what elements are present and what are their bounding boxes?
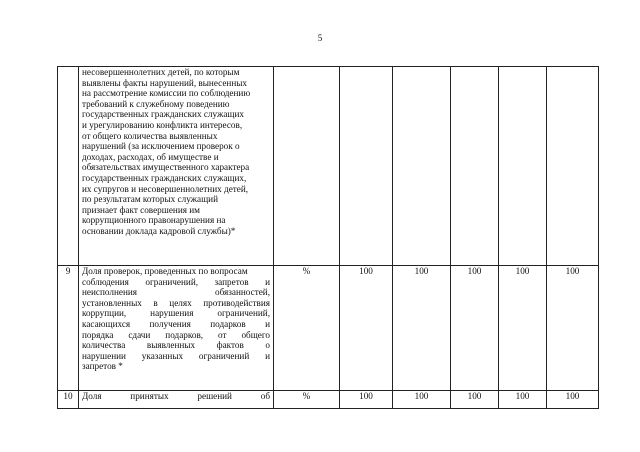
- value-cell: 100: [451, 266, 499, 391]
- text-line: выявлены факты нарушений, вынесенных: [82, 77, 248, 88]
- text-line: на рассмотрение комиссии по соблюдению: [82, 88, 251, 99]
- text-line: и урегулированию конфликта интересов,: [82, 119, 243, 130]
- text-line: их супругов и несовершеннолетних детей,: [82, 183, 249, 194]
- text-line: Доля принятых решений об: [82, 391, 270, 401]
- text-line: касающихся получения подарков и: [82, 318, 270, 329]
- text-line: доходах, расходах, об имуществе и: [82, 151, 219, 162]
- text-line: установленных в целях противодействия: [82, 297, 270, 308]
- text-line: признает факт совершения им: [82, 204, 200, 215]
- text-line: требований к служебному поведению: [82, 98, 230, 109]
- value-cell: 100: [393, 266, 451, 391]
- value-cell: 100: [340, 391, 393, 409]
- unit-cell: [274, 67, 340, 266]
- value-cell: 100: [340, 266, 393, 391]
- text-line: обязательствах имущественного характера: [82, 162, 250, 173]
- text-line: неисполнения обязанностей,: [82, 287, 270, 298]
- row-number: [58, 67, 79, 266]
- value-cell: 100: [393, 391, 451, 409]
- row-number: 10: [58, 391, 79, 409]
- value-cell: [340, 67, 393, 266]
- value-cell: 100: [451, 391, 499, 409]
- row-number: 9: [58, 266, 79, 391]
- text-line: соблюдения ограничений, запретов и: [82, 276, 270, 287]
- value-cell: [451, 67, 499, 266]
- text-line: основании доклада кадровой службы)*: [82, 225, 236, 236]
- table-row: [58, 266, 599, 391]
- table-row: [58, 391, 599, 409]
- text-line: количества выявленных фактов о: [82, 340, 270, 351]
- value-cell: [499, 67, 547, 266]
- unit-cell: %: [274, 391, 340, 409]
- indicators-table: [57, 66, 599, 409]
- indicator-text: [79, 391, 274, 409]
- value-cell: [393, 67, 451, 266]
- table-row: [58, 67, 599, 266]
- value-cell: [547, 67, 599, 266]
- value-cell: 100: [499, 391, 547, 409]
- page-number: 5: [317, 33, 323, 43]
- value-cell: 100: [499, 266, 547, 391]
- text-line: государственных гражданских служащих,: [82, 172, 247, 183]
- indicator-text: [79, 67, 274, 266]
- text-line: от общего количества выявленных: [82, 130, 218, 141]
- text-line: нарушении указанных ограничений и: [82, 350, 270, 361]
- indicator-text: [79, 266, 274, 391]
- unit-cell: %: [274, 266, 340, 391]
- text-line: порядка сдачи подарков, от общего: [82, 329, 270, 340]
- text-line: по результатам которых служащий: [82, 194, 219, 205]
- value-cell: 100: [547, 266, 599, 391]
- text-line: несовершеннолетних детей, по которым: [82, 67, 240, 77]
- text-line: государственных гражданских служащих: [82, 109, 244, 120]
- value-cell: 100: [547, 391, 599, 409]
- text-line: нарушений (за исключением проверок о: [82, 141, 240, 152]
- text-line: коррупции, нарушения ограничений,: [82, 308, 270, 319]
- text-line: запретов *: [82, 361, 123, 372]
- text-line: Доля проверок, проведенных по вопросам: [82, 266, 248, 276]
- text-line: коррупционного правонарушения на: [82, 215, 226, 226]
